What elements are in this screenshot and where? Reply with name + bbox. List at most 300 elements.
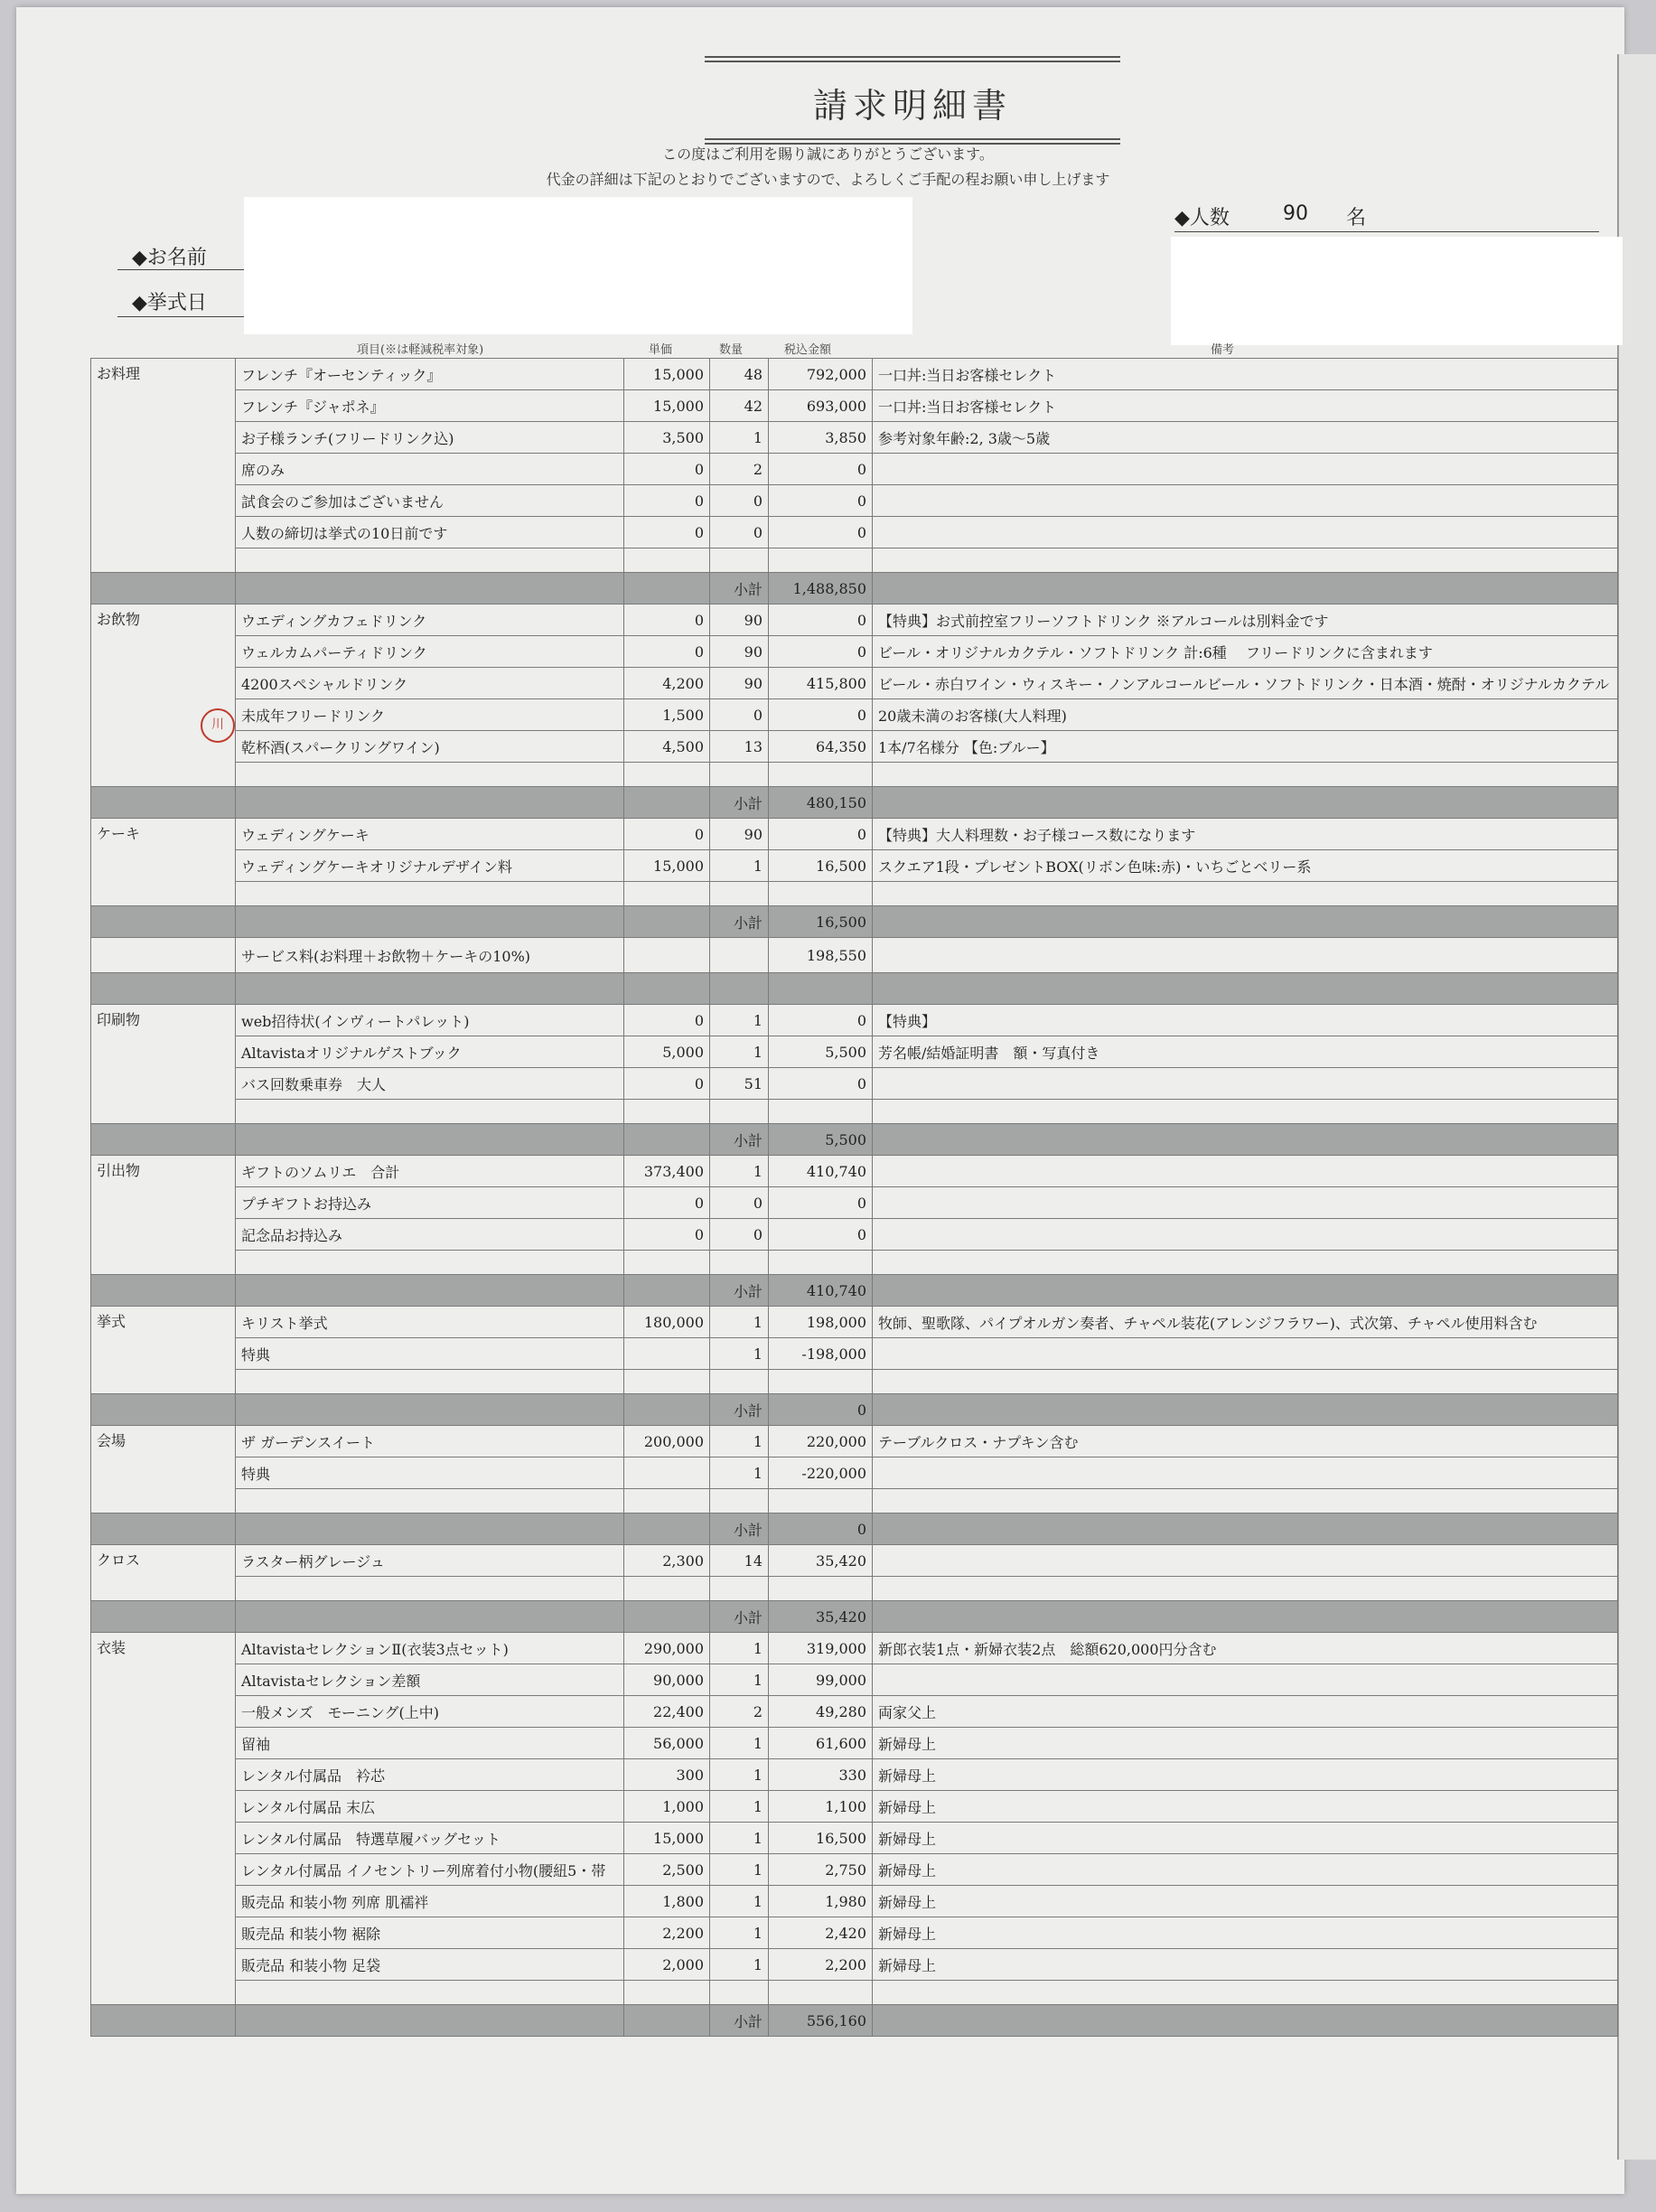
title-rule-bottom [705,138,1120,140]
qty-cell: 90 [710,819,769,850]
unit-price-cell: 0 [624,1219,710,1251]
item-cell: 未成年フリードリンク [236,699,624,731]
remarks-cell: 一口丼:当日お客様セレクト [873,390,1618,422]
remarks-cell [873,517,1618,548]
item-cell: 席のみ [236,454,624,485]
item-cell: 販売品 和装小物 裾除 [236,1917,624,1949]
blank-row [91,548,1618,573]
amount-cell: 693,000 [769,390,873,422]
subtotal-label: 小計 [710,1514,769,1545]
remarks-cell: 20歳未満のお客様(大人料理) [873,699,1618,731]
subtotal-blank [873,2005,1618,2037]
item-cell: 販売品 和装小物 列席 肌襦袢 [236,1886,624,1917]
page-title: 請求明細書 [812,86,1012,126]
subtotal-row [91,906,1618,938]
remarks-cell: 芳名帳/結婚証明書 額・写真付き [873,1036,1618,1068]
blank-row [91,1489,1618,1514]
qty-cell: 2 [710,454,769,485]
redacted-name-date [244,197,912,334]
name-label: ◆お名前 [132,247,207,269]
table-row [91,850,1618,882]
unit-price-cell: 22,400 [624,1696,710,1728]
qty-cell: 1 [710,422,769,454]
separator-cell [91,973,236,1005]
subtotal-label: 小計 [710,787,769,819]
qty-cell: 90 [710,636,769,668]
amount-cell: 0 [769,636,873,668]
subtotal-blank [873,787,1618,819]
table-row [91,359,1618,390]
amount-cell: 0 [769,699,873,731]
blank-cell [710,548,769,573]
item-cell: 販売品 和装小物 足袋 [236,1949,624,1981]
subtotal-label: 小計 [710,2005,769,2037]
guest-count-unit: 名 [1346,207,1367,230]
subtotal-amount: 35,420 [769,1601,873,1633]
blank-row [91,1251,1618,1275]
blank-cell [710,1100,769,1124]
subtotal-blank [91,573,236,605]
category-cell: お飲物 [91,605,236,787]
amount-cell: 2,200 [769,1949,873,1981]
table-row [91,1156,1618,1187]
unit-price-cell: 0 [624,485,710,517]
item-cell: プチギフトお持込み [236,1187,624,1219]
unit-price-cell: 1,500 [624,699,710,731]
amount-cell: 2,750 [769,1854,873,1886]
subtotal-blank [236,1124,624,1156]
qty-cell: 1 [710,1791,769,1823]
table-row [91,1791,1618,1823]
item-cell: 試食会のご参加はございません [236,485,624,517]
amount-cell: 792,000 [769,359,873,390]
blank-cell [236,1251,624,1275]
guest-count-underline [1174,231,1599,232]
qty-cell: 0 [710,1187,769,1219]
separator-cell [710,973,769,1005]
table-row [91,485,1618,517]
blank-cell [710,1251,769,1275]
amount-cell: 3,850 [769,422,873,454]
subtotal-blank [624,573,710,605]
blank-cell [624,1251,710,1275]
subtotal-amount: 1,488,850 [769,573,873,605]
unit-price-cell: 2,000 [624,1949,710,1981]
qty-cell: 1 [710,1036,769,1068]
table-row [91,1886,1618,1917]
table-row [91,1854,1618,1886]
subtotal-blank [91,2005,236,2037]
table-row [91,1457,1618,1489]
item-cell: ザ ガーデンスイート [236,1426,624,1457]
amount-cell: 35,420 [769,1545,873,1577]
subtotal-amount: 480,150 [769,787,873,819]
greeting-line-2: 代金の詳細は下記のとおりでございますので、よろしくご手配の程お願い申し上げます [546,171,1110,188]
invoice-table [90,358,1618,2037]
amount-cell: 1,100 [769,1791,873,1823]
table-row [91,605,1618,636]
subtotal-blank [91,906,236,938]
subtotal-amount: 410,740 [769,1275,873,1307]
unit-price-cell: 2,200 [624,1917,710,1949]
blank-row [91,1577,1618,1601]
qty-cell: 1 [710,1005,769,1036]
subtotal-label: 小計 [710,1601,769,1633]
qty-cell: 1 [710,1457,769,1489]
remarks-cell: 新婦母上 [873,1759,1618,1791]
remarks-cell: 牧師、聖歌隊、パイプオルガン奏者、チャペル装花(アレンジフラワー)、式次第、チャペル使用料含む [873,1307,1618,1338]
item-cell: 人数の締切は挙式の10日前です [236,517,624,548]
blank-cell [769,1577,873,1601]
guest-count-value: 90 [1283,202,1308,225]
blank-cell [624,882,710,906]
table-row [91,1005,1618,1036]
subtotal-blank [236,573,624,605]
remarks-cell [873,454,1618,485]
subtotal-blank [236,1514,624,1545]
unit-price-cell: 2,500 [624,1854,710,1886]
subtotal-row [91,2005,1618,2037]
table-row [91,636,1618,668]
table-row [91,938,1618,973]
title-rule-top [705,56,1120,58]
subtotal-blank [624,2005,710,2037]
remarks-cell: 両家父上 [873,1696,1618,1728]
header-qty: 数量 [719,343,744,357]
blank-cell [873,763,1618,787]
subtotal-blank [624,906,710,938]
unit-price-cell: 0 [624,636,710,668]
qty-cell: 1 [710,1426,769,1457]
table-row [91,1068,1618,1100]
blank-cell [769,1981,873,2005]
item-cell: ウェディングケーキ [236,819,624,850]
blank-cell [236,1100,624,1124]
unit-price-cell: 15,000 [624,1823,710,1854]
subtotal-amount: 0 [769,1394,873,1426]
qty-cell: 1 [710,1886,769,1917]
subtotal-label: 小計 [710,1124,769,1156]
blank-cell [769,1251,873,1275]
qty-cell: 0 [710,1219,769,1251]
item-cell: 記念品お持込み [236,1219,624,1251]
remarks-cell: ビール・オリジナルカクテル・ソフトドリンク 計:6種 フリードリンクに含まれます [873,636,1618,668]
separator-cell [236,973,624,1005]
blank-cell [236,882,624,906]
amount-cell: 61,600 [769,1728,873,1759]
unit-price-cell: 90,000 [624,1664,710,1696]
amount-cell: -220,000 [769,1457,873,1489]
unit-price-cell: 0 [624,1005,710,1036]
amount-cell: 415,800 [769,668,873,699]
blank-row [91,1370,1618,1394]
blank-cell [710,763,769,787]
amount-cell: 5,500 [769,1036,873,1068]
blank-cell [624,548,710,573]
amount-cell: 99,000 [769,1664,873,1696]
unit-price-cell [624,938,710,973]
table-row [91,1307,1618,1338]
subtotal-blank [873,1275,1618,1307]
blank-cell [236,1370,624,1394]
qty-cell: 1 [710,1728,769,1759]
amount-cell: 0 [769,1005,873,1036]
qty-cell: 1 [710,1664,769,1696]
qty-cell: 51 [710,1068,769,1100]
qty-cell: 1 [710,1854,769,1886]
item-cell: ギフトのソムリエ 合計 [236,1156,624,1187]
qty-cell: 1 [710,1823,769,1854]
unit-price-cell: 1,800 [624,1886,710,1917]
subtotal-row [91,1275,1618,1307]
qty-cell: 1 [710,1759,769,1791]
subtotal-blank [624,1394,710,1426]
qty-cell: 90 [710,668,769,699]
qty-cell: 1 [710,1917,769,1949]
remarks-cell: 新婦母上 [873,1854,1618,1886]
subtotal-blank [236,906,624,938]
item-cell: 4200スペシャルドリンク [236,668,624,699]
title-rule-top-2 [705,61,1120,62]
table-row [91,422,1618,454]
subtotal-blank [236,1275,624,1307]
blank-cell [236,548,624,573]
unit-price-cell: 4,200 [624,668,710,699]
remarks-cell: テーブルクロス・ナプキン含む [873,1426,1618,1457]
remarks-cell [873,1156,1618,1187]
table-row [91,1426,1618,1457]
unit-price-cell: 0 [624,1068,710,1100]
table-row [91,1917,1618,1949]
category-cell: 印刷物 [91,1005,236,1124]
unit-price-cell: 0 [624,454,710,485]
blank-row [91,763,1618,787]
separator-cell [873,973,1618,1005]
subtotal-blank [624,1124,710,1156]
item-cell: レンタル付属品 イノセントリー列席着付小物(腰紐5・帯 [236,1854,624,1886]
table-row [91,1759,1618,1791]
unit-price-cell: 373,400 [624,1156,710,1187]
unit-price-cell: 15,000 [624,390,710,422]
table-row [91,1187,1618,1219]
remarks-cell: 【特典】 [873,1005,1618,1036]
category-cell: 引出物 [91,1156,236,1275]
amount-cell: 2,420 [769,1917,873,1949]
header-item: 項目(※は軽減税率対象) [357,343,484,357]
category-cell: ケーキ [91,819,236,906]
item-cell: 特典 [236,1338,624,1370]
amount-cell: 220,000 [769,1426,873,1457]
item-cell: レンタル付属品 特選草履バッグセット [236,1823,624,1854]
subtotal-amount: 16,500 [769,906,873,938]
subtotal-blank [91,1601,236,1633]
qty-cell: 90 [710,605,769,636]
remarks-cell: 新婦母上 [873,1791,1618,1823]
blank-cell [769,1100,873,1124]
blank-cell [624,1577,710,1601]
amount-cell: 198,550 [769,938,873,973]
qty-cell: 13 [710,731,769,763]
blank-cell [624,763,710,787]
table-row [91,1219,1618,1251]
table-row [91,1664,1618,1696]
remarks-cell [873,1664,1618,1696]
table-row [91,1036,1618,1068]
qty-cell: 48 [710,359,769,390]
unit-price-cell: 2,300 [624,1545,710,1577]
amount-cell: 64,350 [769,731,873,763]
amount-cell: 319,000 [769,1633,873,1664]
subtotal-row [91,1394,1618,1426]
blank-cell [236,1489,624,1514]
subtotal-blank [873,573,1618,605]
unit-price-cell: 0 [624,517,710,548]
header-unit-price: 単価 [649,343,673,357]
subtotal-blank [873,906,1618,938]
blank-cell [236,1981,624,2005]
item-cell: バス回数乗車券 大人 [236,1068,624,1100]
guest-count-label: ◆人数 [1174,207,1230,230]
blank-cell [710,1577,769,1601]
subtotal-blank [91,1514,236,1545]
blank-cell [710,1489,769,1514]
amount-cell: 0 [769,517,873,548]
subtotal-blank [91,1275,236,1307]
qty-cell: 1 [710,850,769,882]
unit-price-cell: 290,000 [624,1633,710,1664]
item-cell: キリスト挙式 [236,1307,624,1338]
subtotal-row [91,787,1618,819]
subtotal-amount: 5,500 [769,1124,873,1156]
blank-cell [236,1577,624,1601]
item-cell: Altavistaオリジナルゲストブック [236,1036,624,1068]
header-remarks: 備考 [1211,343,1235,357]
remarks-cell [873,485,1618,517]
subtotal-blank [873,1601,1618,1633]
remarks-cell [873,1219,1618,1251]
amount-cell: 0 [769,454,873,485]
table-row [91,668,1618,699]
blank-cell [873,1100,1618,1124]
table-row [91,819,1618,850]
unit-price-cell [624,1457,710,1489]
remarks-cell: 新婦母上 [873,1886,1618,1917]
subtotal-blank [236,787,624,819]
table-row [91,390,1618,422]
separator-row [91,973,1618,1005]
amount-cell: 198,000 [769,1307,873,1338]
subtotal-blank [624,1514,710,1545]
item-cell: フレンチ『ジャポネ』 [236,390,624,422]
unit-price-cell: 300 [624,1759,710,1791]
qty-cell: 14 [710,1545,769,1577]
unit-price-cell: 200,000 [624,1426,710,1457]
table-row [91,1338,1618,1370]
item-cell: 乾杯酒(スパークリングワイン) [236,731,624,763]
remarks-cell: スクエア1段・プレゼントBOX(リボン色味:赤)・いちごとベリー系 [873,850,1618,882]
qty-cell: 0 [710,517,769,548]
qty-cell [710,938,769,973]
table-row [91,1823,1618,1854]
blank-cell [873,1981,1618,2005]
amount-cell: 330 [769,1759,873,1791]
table-row [91,1949,1618,1981]
remarks-cell: 一口丼:当日お客様セレクト [873,359,1618,390]
remarks-cell [873,1457,1618,1489]
subtotal-row [91,1514,1618,1545]
subtotal-blank [236,1394,624,1426]
blank-cell [624,1370,710,1394]
subtotal-amount: 0 [769,1514,873,1545]
qty-cell: 1 [710,1633,769,1664]
item-cell: AltavistaセレクションⅡ(衣装3点セット) [236,1633,624,1664]
blank-cell [236,763,624,787]
blank-cell [624,1100,710,1124]
amount-cell: 0 [769,485,873,517]
remarks-cell [873,1068,1618,1100]
unit-price-cell: 0 [624,605,710,636]
subtotal-label: 小計 [710,906,769,938]
category-cell: お料理 [91,359,236,573]
qty-cell: 1 [710,1156,769,1187]
remarks-cell: 新婦母上 [873,1823,1618,1854]
blank-cell [710,1981,769,2005]
table-row [91,1633,1618,1664]
subtotal-row [91,1124,1618,1156]
remarks-cell: 参考対象年齢:2, 3歳～5歳 [873,422,1618,454]
qty-cell: 42 [710,390,769,422]
blank-cell [710,882,769,906]
remarks-cell [873,1338,1618,1370]
unit-price-cell: 4,500 [624,731,710,763]
item-cell: ウェディングケーキオリジナルデザイン料 [236,850,624,882]
unit-price-cell: 0 [624,1187,710,1219]
item-cell: Altavistaセレクション差額 [236,1664,624,1696]
blank-cell [710,1370,769,1394]
category-cell: 会場 [91,1426,236,1514]
separator-cell [769,973,873,1005]
subtotal-blank [624,1601,710,1633]
unit-price-cell: 15,000 [624,359,710,390]
unit-price-cell: 0 [624,819,710,850]
blank-cell [769,548,873,573]
unit-price-cell [624,1338,710,1370]
amount-cell: 1,980 [769,1886,873,1917]
redacted-right-block [1171,237,1623,345]
subtotal-blank [873,1124,1618,1156]
subtotal-blank [91,1394,236,1426]
subtotal-blank [624,1275,710,1307]
subtotal-blank [236,2005,624,2037]
subtotal-blank [236,1601,624,1633]
amount-cell: 49,280 [769,1696,873,1728]
subtotal-label: 小計 [710,1275,769,1307]
remarks-cell [873,1187,1618,1219]
blank-cell [873,1489,1618,1514]
amount-cell: 0 [769,1068,873,1100]
amount-cell: 16,500 [769,1823,873,1854]
table-row [91,1545,1618,1577]
qty-cell: 0 [710,485,769,517]
unit-price-cell: 180,000 [624,1307,710,1338]
blank-row [91,882,1618,906]
greeting-line-1: この度はご利用を賜り誠にありがとうございます。 [662,145,994,163]
amount-cell: 0 [769,1219,873,1251]
adjacent-sheet-edge [1617,54,1656,2160]
unit-price-cell: 1,000 [624,1791,710,1823]
header-amount: 税込金額 [784,343,832,357]
blank-cell [873,882,1618,906]
